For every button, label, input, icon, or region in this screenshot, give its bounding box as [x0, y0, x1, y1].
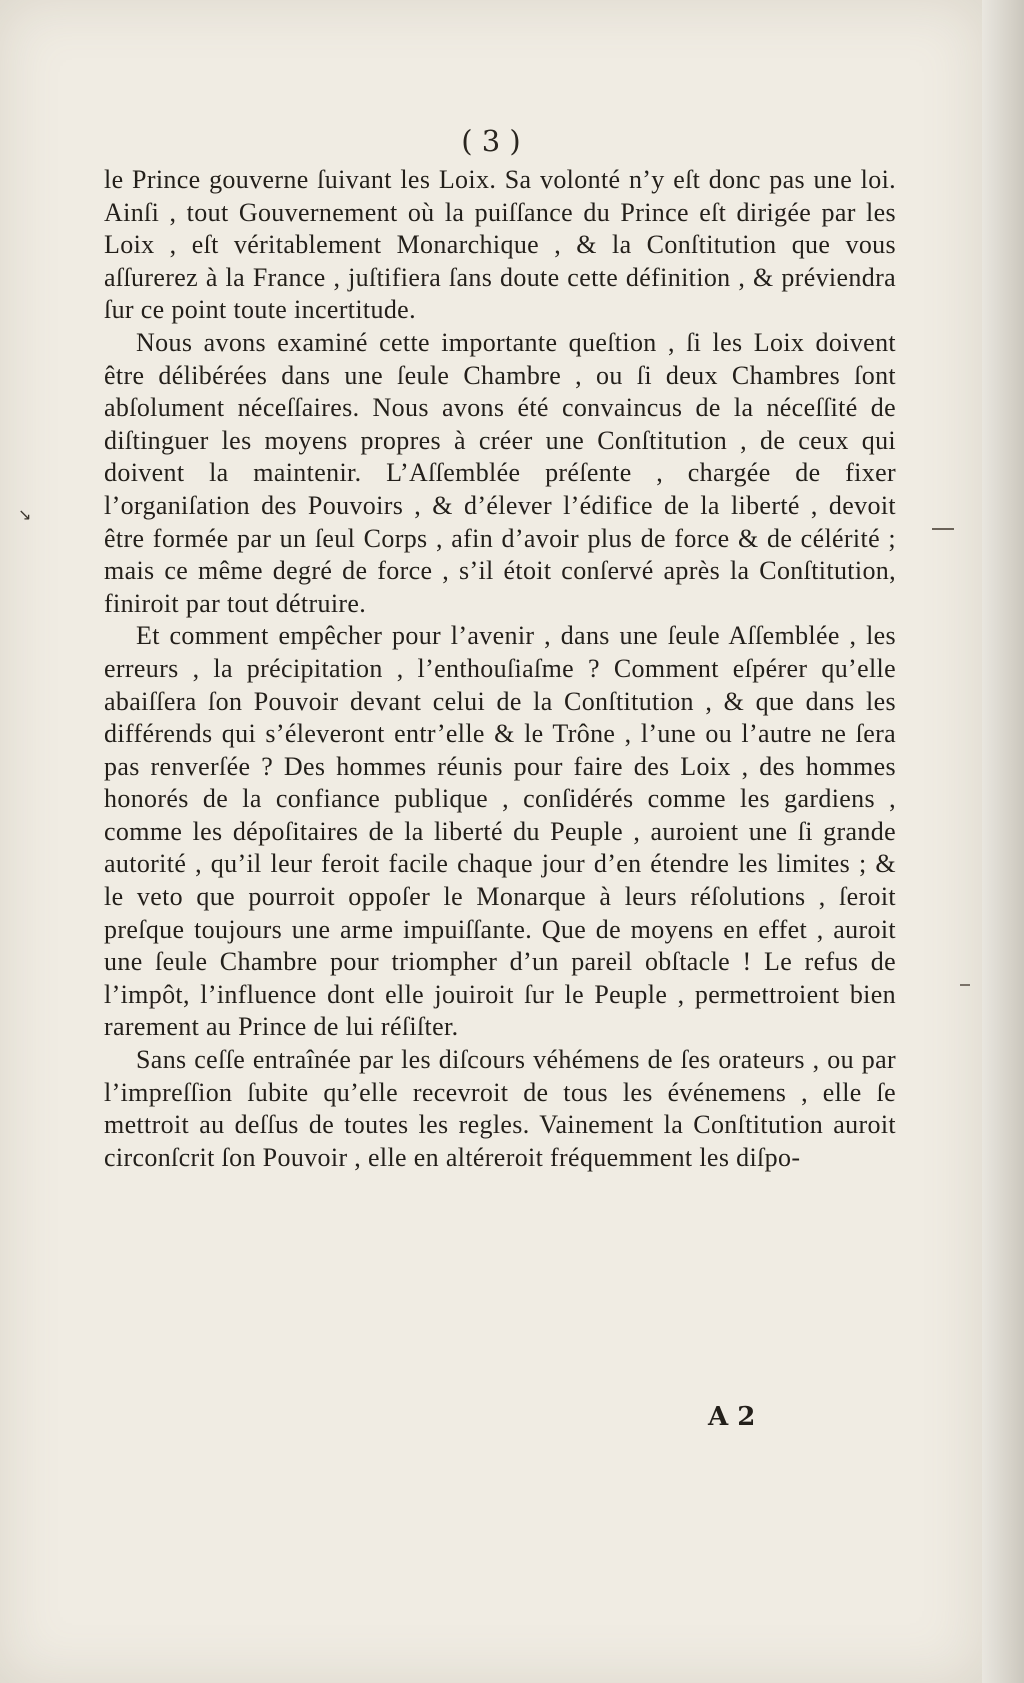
margin-dash-mark [960, 984, 970, 986]
paragraph-4: Sans ceſſe entraînée par les diſcours véhémens de ſes orateurs , ou par l’impreſſion ſubite qu’elle recevroit de tous les événemens , elle ſe mettroit au deſſus de toutes les regles. Vainement la Conſtitution auroit circonſcrit ſon Pouvoir , elle en altéreroit fréquemment les diſpo- [104, 1045, 896, 1172]
paragraph-2: Nous avons examiné cette importante queſtion , ſi les Loix doivent être délibérées dans une ſeule Chambre , ou ſi deux Chambres ſont abſolument néceſſaires. Nous avons été convaincus de la néceſſité de diſtinguer les moyens propres à créer une Conſtitution , de ceux qui doivent la maintenir. L’Aſſemblée préſente , chargée de fixer l’organiſation des Pouvoirs , & d’élever l’édifice de la liberté , devoit être formée par un ſeul Corps , afin d’avoir plus de force & de célérité ; mais ce même degré de force , s’il étoit conſervé après la Conſtitution, finiroit par tout détruire. [104, 327, 896, 618]
margin-dash-mark [932, 528, 954, 530]
signature-mark: A 2 [708, 1402, 756, 1432]
paragraph-3: Et comment empêcher pour l’avenir , dans une ſeule Aſſemblée , les erreurs , la précipitation , l’enthouſiaſme ? Comment eſpérer qu’elle abaiſſera ſon Pouvoir devant celui de la Conſtitution , & que dans les différends qui s’éleveront entr’elle & le Trône , l’une ou l’autre ne ſera pas renverſée ? Des hommes réunis pour faire des Loix , des hommes honorés de la confiance publique , conſidérés comme les gardiens , comme les dépoſitaires de la liberté du Peuple , auroient une ſi grande autorité , qu’il leur feroit facile chaque jour d’en étendre les limites ; & le veto que pourroit oppoſer le Monarque à leurs réſolutions , ſeroit preſque toujours une arme impuiſſante. Que de moyens en effet , auroit une ſeule Chambre pour triompher d’un pareil obſtacle ! Le refus de l’impôt, l’influence dont elle jouiroit ſur le Peuple , permettroient bien rarement au Prince de lui réſiſter. [104, 621, 896, 1042]
page-number: ( 3 ) [461, 124, 521, 158]
paragraph-1: le Prince gouverne ſuivant les Loix. Sa volonté n’y eſt donc pas une loi. Ainſi , tout Gouvernement où la puiſſance du Prince eſt dirigée par les Loix , eſt véritablement Monarchique , & la Conſtitution que vous aſſurerez à la France , juſtifiera ſans doute cette définition , & préviendra ſur ce point toute incertitude. [104, 165, 896, 325]
scan-edge [982, 0, 1024, 1683]
margin-arrow-mark: ↘ [18, 505, 32, 524]
body-text [104, 164, 896, 1174]
